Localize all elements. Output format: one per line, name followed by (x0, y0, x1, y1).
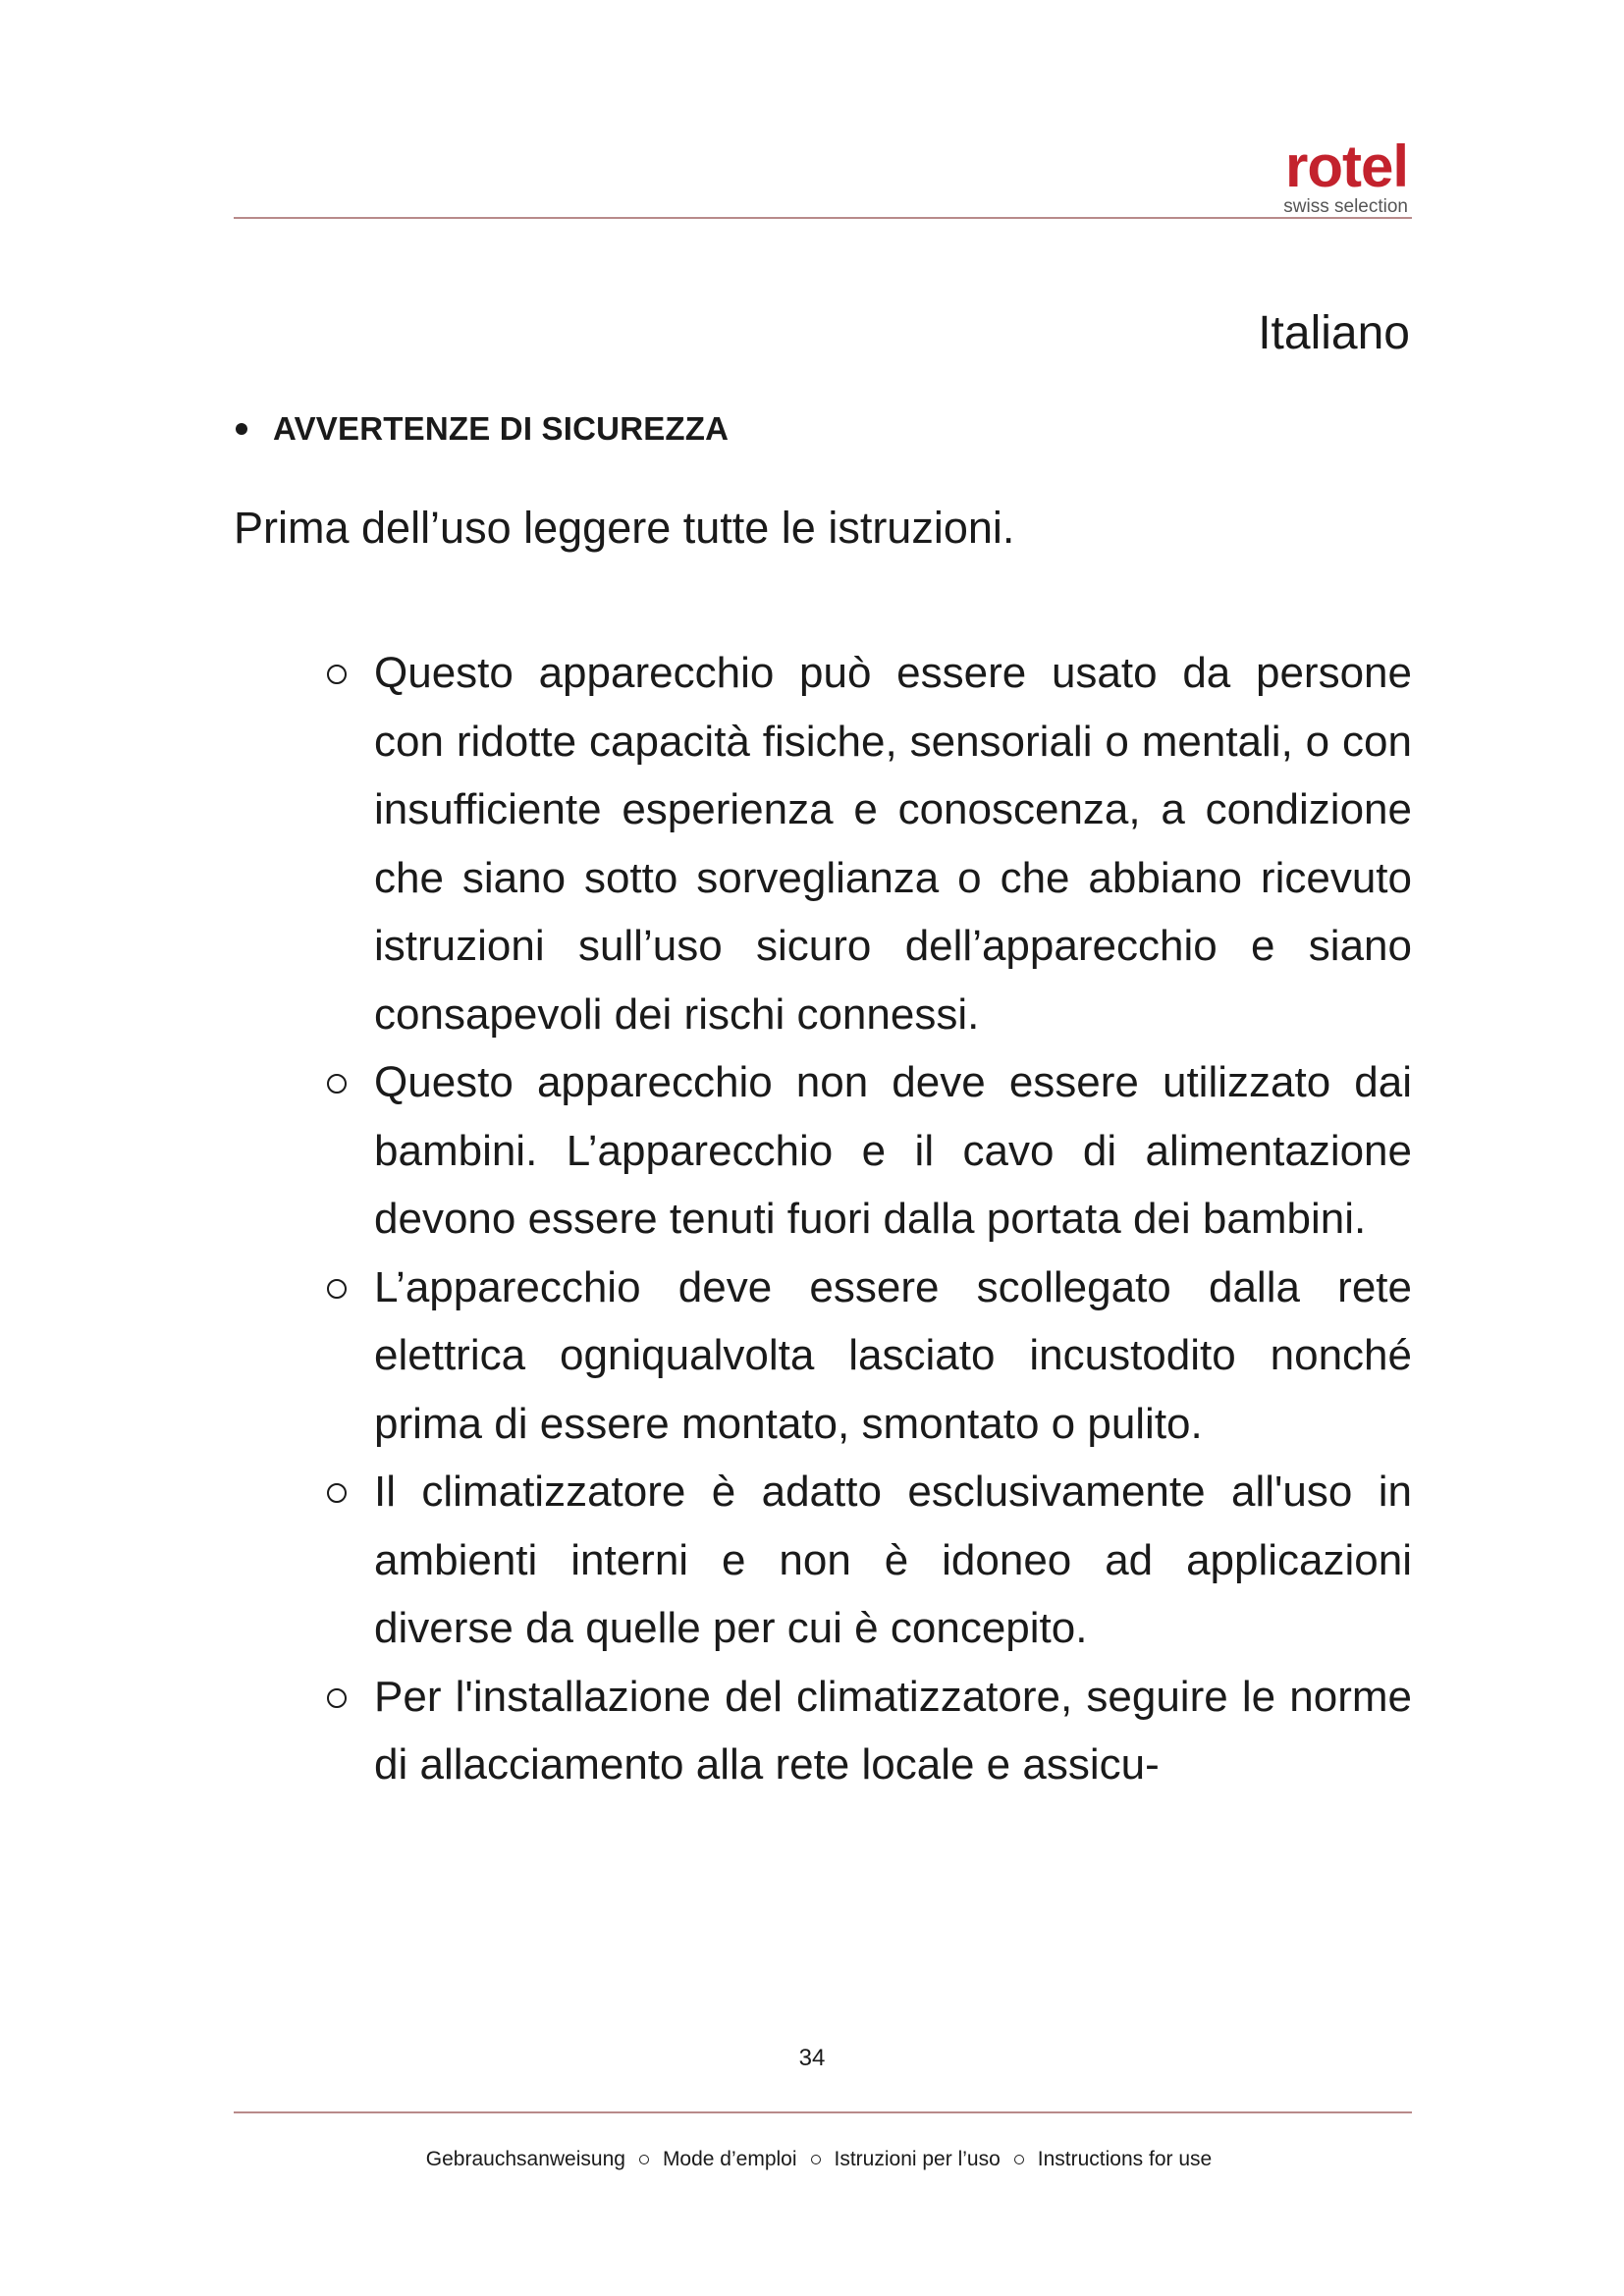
circle-bullet-icon (327, 1483, 347, 1503)
brand-wordmark: rotel (1284, 137, 1408, 199)
warning-text: Questo apparecchio non deve essere utilizzato dai bambini. L’apparecchio e il cavo di alimentazione devono essere tenuti fuori dalla portata dei bambini. (374, 1058, 1412, 1243)
section-heading-text: AVVERTENZE DI SICUREZZA (273, 410, 730, 447)
footer-manual-de: Gebrauchsanweisung (425, 2148, 625, 2170)
header-divider (234, 217, 1412, 219)
warning-text: L’apparecchio deve essere scollegato dalla rete elettrica ogniqualvolta lasciato incustodito nonché prima di essere montato, smontato o pulito. (374, 1262, 1412, 1448)
circle-bullet-icon (327, 1074, 347, 1094)
circle-separator-icon (811, 2155, 821, 2164)
circle-bullet-icon (327, 1688, 347, 1708)
safety-warnings-list (327, 639, 1412, 1799)
brand-tagline: swiss selection (1283, 196, 1408, 217)
circle-separator-icon (639, 2155, 649, 2164)
list-item (327, 1254, 1412, 1459)
footer-manual-it: Istruzioni per l’uso (834, 2148, 1001, 2170)
list-item (327, 639, 1412, 1048)
footer-manual-en: Instructions for use (1037, 2148, 1213, 2170)
footer-divider (234, 2111, 1412, 2113)
brand-logo (1184, 137, 1410, 218)
section-heading (234, 410, 729, 448)
list-item (327, 1458, 1412, 1663)
list-item (327, 1663, 1412, 1799)
bullet-dot-icon (236, 423, 247, 435)
warning-text: Questo apparecchio può essere usato da persone con ridotte capacità fisiche, sensoriali o mentali, o con insufficiente esperienza e conoscenza, a condizione che siano sotto sorveglianza o che abbiano ricevuto istruzioni sull’uso sicuro dell’apparecchio e siano consapevoli dei rischi connessi. (374, 649, 1412, 1039)
circle-separator-icon (1014, 2155, 1024, 2164)
footer-manuals (0, 2146, 1624, 2173)
circle-bullet-icon (327, 665, 347, 684)
page-number: 34 (798, 2045, 826, 2071)
list-item (327, 1048, 1412, 1254)
circle-bullet-icon (327, 1279, 347, 1299)
warning-text: Per l'installazione del climatizzatore, seguire le norme di allacciamento alla rete locale e assicu- (374, 1672, 1412, 1789)
language-label: Italiano (1258, 307, 1410, 359)
footer-manual-fr: Mode d’emploi (662, 2148, 797, 2170)
intro-text: Prima dell’uso leggere tutte le istruzioni. (234, 503, 1015, 553)
warning-text: Il climatizzatore è adatto esclusivamente all'uso in ambienti interni e non è idoneo ad applicazioni diverse da quelle per cui è concepito. (374, 1468, 1412, 1652)
